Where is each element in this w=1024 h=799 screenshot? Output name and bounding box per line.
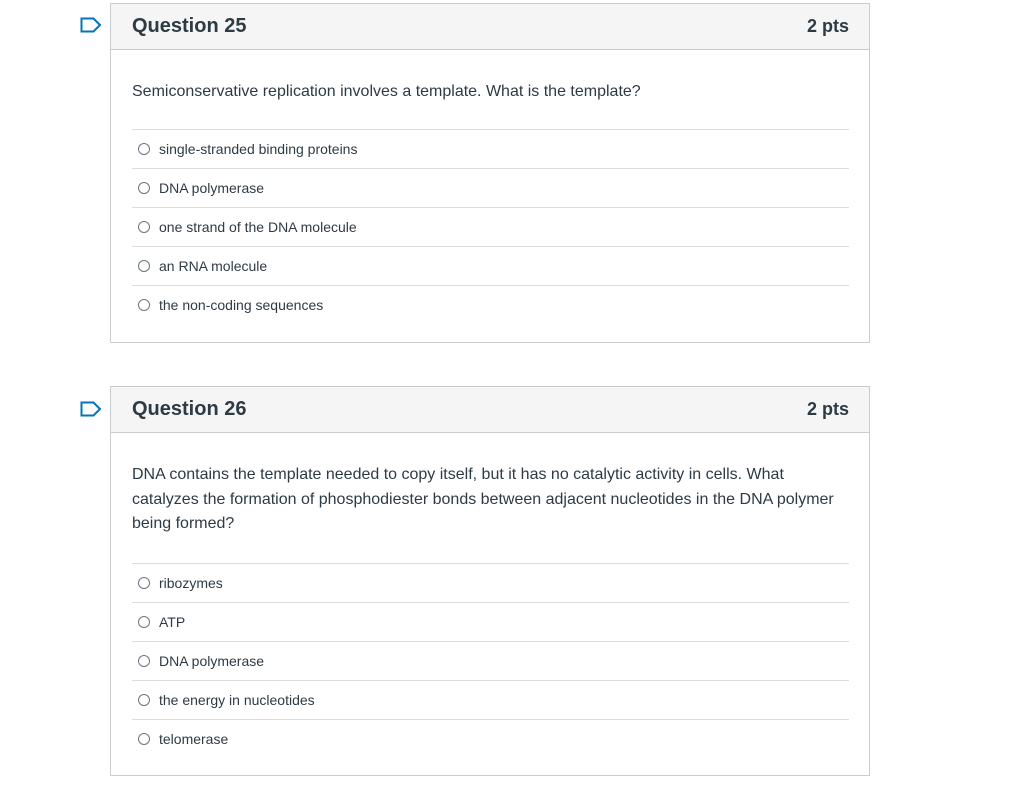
- radio-button[interactable]: [138, 221, 150, 233]
- answer-option[interactable]: [132, 169, 849, 208]
- radio-button[interactable]: [138, 182, 150, 194]
- radio-button[interactable]: [138, 299, 150, 311]
- answer-option[interactable]: [132, 720, 849, 758]
- question-26: [110, 386, 870, 776]
- answer-label: an RNA molecule: [159, 257, 268, 274]
- answer-option[interactable]: [132, 130, 849, 169]
- answer-label: the non-coding sequences: [159, 296, 324, 313]
- radio-button[interactable]: [138, 655, 150, 667]
- question-points: 2 pts: [806, 16, 849, 36]
- flag-question-icon[interactable]: [80, 17, 102, 33]
- answer-list: [132, 563, 849, 758]
- question-text: Semiconservative replication involves a template. What is the template?: [132, 83, 641, 100]
- answer-option[interactable]: [132, 208, 849, 247]
- radio-button[interactable]: [138, 577, 150, 589]
- question-body: [111, 50, 869, 324]
- answer-option[interactable]: [132, 603, 849, 642]
- radio-button[interactable]: [138, 616, 150, 628]
- answer-label: DNA polymerase: [159, 652, 265, 669]
- answer-label: telomerase: [159, 730, 229, 747]
- answer-option[interactable]: [132, 247, 849, 286]
- radio-button[interactable]: [138, 260, 150, 272]
- answer-list: [132, 129, 849, 324]
- question-body: [111, 433, 869, 758]
- answer-label: single-stranded binding proteins: [159, 140, 358, 157]
- answer-label: ribozymes: [159, 574, 223, 591]
- answer-option[interactable]: [132, 681, 849, 720]
- radio-button[interactable]: [138, 143, 150, 155]
- answer-label: DNA polymerase: [159, 179, 265, 196]
- answer-label: ATP: [159, 613, 186, 630]
- flag-question-icon[interactable]: [80, 401, 102, 417]
- question-title: Question 26: [132, 398, 247, 420]
- question-points: 2 pts: [806, 399, 849, 419]
- question-title: Question 25: [132, 15, 247, 37]
- question-25: [110, 3, 870, 343]
- question-header: [111, 387, 869, 433]
- answer-label: the energy in nucleotides: [159, 691, 315, 708]
- answer-option[interactable]: [132, 564, 849, 603]
- answer-label: one strand of the DNA molecule: [159, 218, 357, 235]
- answer-option[interactable]: [132, 642, 849, 681]
- radio-button[interactable]: [138, 694, 150, 706]
- radio-button[interactable]: [138, 733, 150, 745]
- question-header: [111, 4, 869, 50]
- answer-option[interactable]: [132, 286, 849, 324]
- question-text: DNA contains the template needed to copy itself, but it has no catalytic activity in cells. What catalyzes the formation of phosphodiester bonds between adjacent nucleotides in the DNA polymer being formed?: [132, 466, 834, 532]
